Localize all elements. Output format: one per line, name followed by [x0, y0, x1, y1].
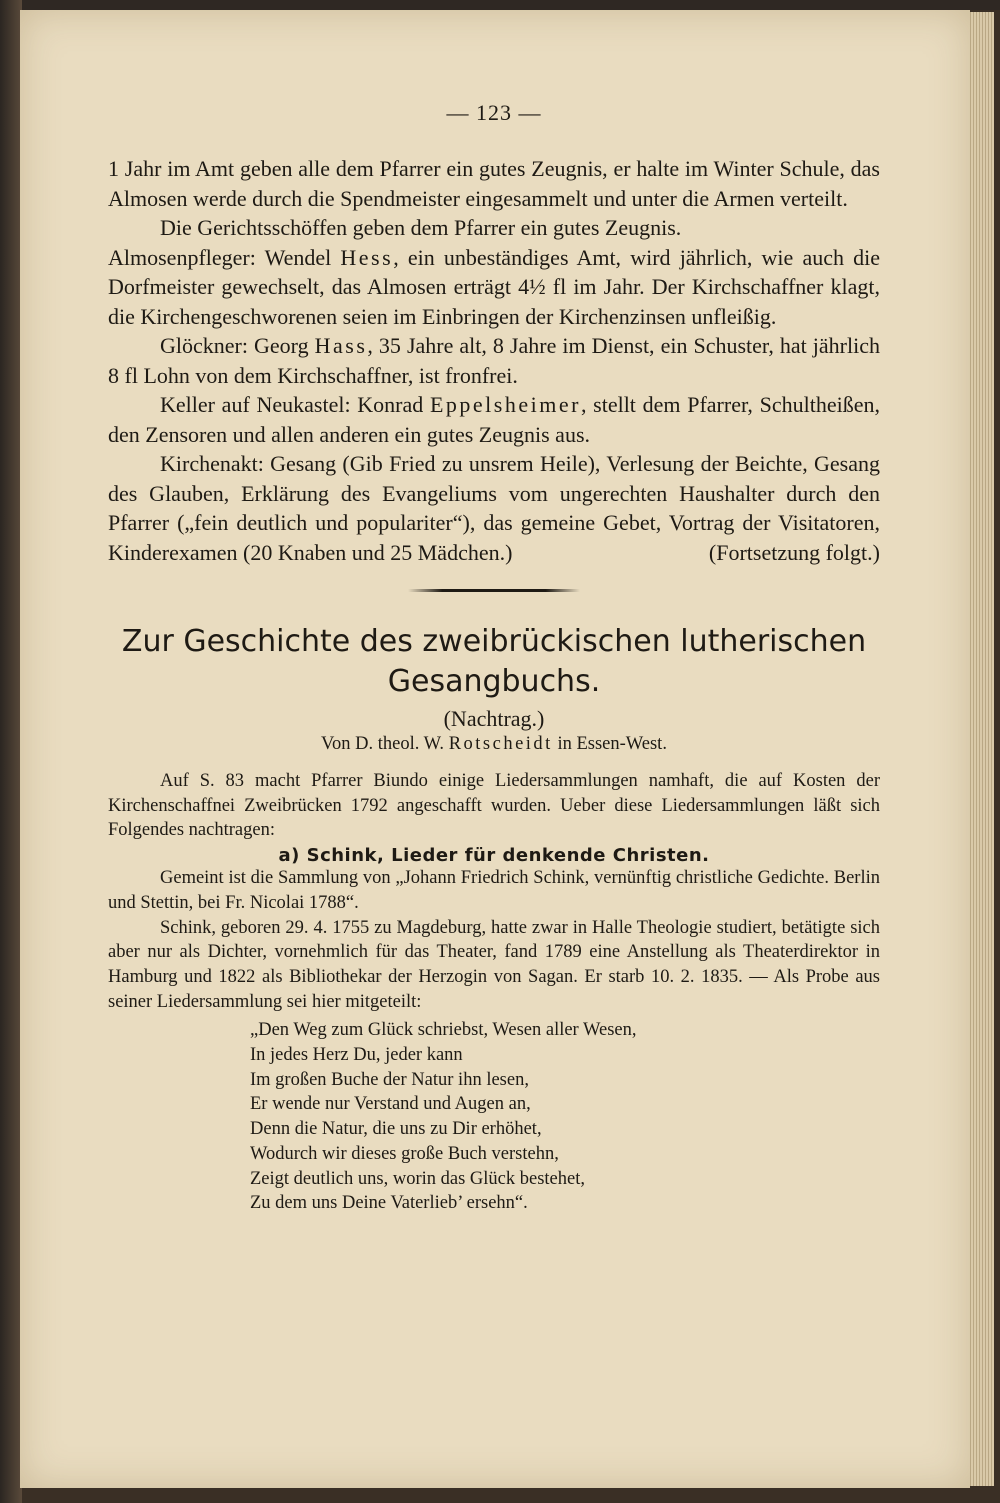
- kirchenakt-text: Kirchenakt: Gesang (Gib Fried zu unsrem Heile), Verlesung der Beichte, Gesang des Glauben, Erklärung des Evangeliums vom ungerechten Haushalter durch den Pfarrer („fein deutlich und populariter“), das gemeine Gebet, Vortrag der Visitatoren, Kinderexamen (20 Knaben und 25 Mädchen.): [108, 451, 880, 565]
- almosen-name: Hess: [340, 244, 394, 270]
- gloeckner-label: Glöckner: Georg: [160, 333, 315, 358]
- keller-text: , stellt dem Pfarrer, Schultheißen, den Zensoren und allen anderen ein gutes Zeugnis aus.: [108, 392, 880, 447]
- poem-line: Er wende nur Verstand und Augen an,: [250, 1094, 531, 1115]
- book-page: [20, 10, 970, 1488]
- byline-author: Rotscheidt: [448, 734, 553, 754]
- poem-line: Zeigt deutlich uns, worin das Glück bestehet,: [250, 1168, 585, 1189]
- article-subtitle: (Nachtrag.): [443, 706, 545, 731]
- article-intro: Auf S. 83 macht Pfarrer Biundo einige Liedersammlungen namhaft, die auf Kosten der Kirchenschaffnei Zweibrücken 1792 angeschafft wurden. Ueber diese Liedersammlungen läßt sich Folgendes nachtragen:: [108, 771, 880, 841]
- paragraph-almosenpfleger: [108, 243, 880, 332]
- poem-line: Wodurch wir dieses große Buch verstehn,: [250, 1143, 559, 1164]
- page-number: — 123 —: [446, 100, 542, 125]
- poem-line: „Den Weg zum Glück schriebst, Wesen aller Wesen,: [250, 1020, 637, 1041]
- poem-line: In jedes Herz Du, jeder kann: [250, 1045, 463, 1066]
- paragraph-amt: 1 Jahr im Amt geben alle dem Pfarrer ein gutes Zeugnis, er halte im Winter Schule, das Almosen werde durch die Spendmeister eingesammelt und unter die Armen verteilt.: [108, 156, 880, 211]
- keller-name: Eppelsheimer: [429, 392, 581, 417]
- paragraph-gloeckner: [108, 331, 880, 390]
- article-paragraph-1: Gemeint ist die Sammlung von „Johann Friedrich Schink, vernünftig christliche Gedichte. Berlin und Stettin, bei Fr. Nicolai 1788“.: [108, 868, 880, 913]
- article-paragraph-2: Schink, geboren 29. 4. 1755 zu Magdeburg, hatte zwar in Halle Theologie studiert, betätigte sich aber nur als Dichter, vornehmlich für das Theater, fand 1789 eine Anstellung als Theaterdirektor in Hamburg und 1822 als Bibliothekar der Herzogin von Sagan. Er starb 10. 2. 1835. — Als Probe aus seiner Liedersammlung sei hier mitgeteilt:: [108, 917, 880, 1012]
- poem-line: Denn die Natur, die uns zu Dir erhöhet,: [250, 1119, 542, 1140]
- almosen-text: , ein unbeständiges Amt, wird jährlich, wie auch die Dorfmeister gewechselt, das Almosen erträgt 4½ fl im Jahr. Der Kirchschaffner klagt, die Kirchengeschworenen seien im Einbringen der Kirchenzinsen unfleißig.: [108, 244, 881, 329]
- byline-suffix: in Essen-West.: [552, 734, 667, 754]
- paragraph-gerichtsschoeffen: Die Gerichtsschöffen geben dem Pfarrer ein gutes Zeugnis.: [160, 215, 682, 240]
- byline-prefix: Von D. theol. W.: [321, 734, 449, 754]
- paragraph-keller: [108, 390, 880, 449]
- section-divider: [408, 589, 580, 592]
- keller-label: Keller auf Neukastel: Konrad: [160, 392, 430, 417]
- scan-top-edge: [0, 0, 1000, 10]
- paragraph-kirchenakt: [108, 449, 880, 567]
- book-spine: [0, 0, 22, 1503]
- gloeckner-name: Hass: [314, 333, 368, 358]
- poem-line: Im großen Buche der Natur ihn lesen,: [250, 1069, 529, 1090]
- almosen-label: Almosenpfleger: Wendel: [108, 244, 341, 270]
- article-byline: [108, 734, 880, 755]
- page-stack-edge: [968, 12, 994, 1486]
- gloeckner-text: , 35 Jahre alt, 8 Jahre im Dienst, ein Schuster, hat jährlich 8 fl Lohn von dem Kirchschaffner, ist fronfrei.: [108, 333, 880, 388]
- section-heading-schink: a) Schink, Lieder für denkende Christen.: [278, 845, 710, 867]
- poem: [250, 1018, 880, 1216]
- article-title: Zur Geschichte des zweibrückischen lutherischen Gesangbuchs.: [121, 624, 867, 699]
- continuation-note: (Fortsetzung folgt.): [708, 539, 880, 565]
- page-content: [108, 100, 880, 1216]
- poem-line: Zu dem uns Deine Vaterlieb’ ersehn“.: [250, 1193, 528, 1214]
